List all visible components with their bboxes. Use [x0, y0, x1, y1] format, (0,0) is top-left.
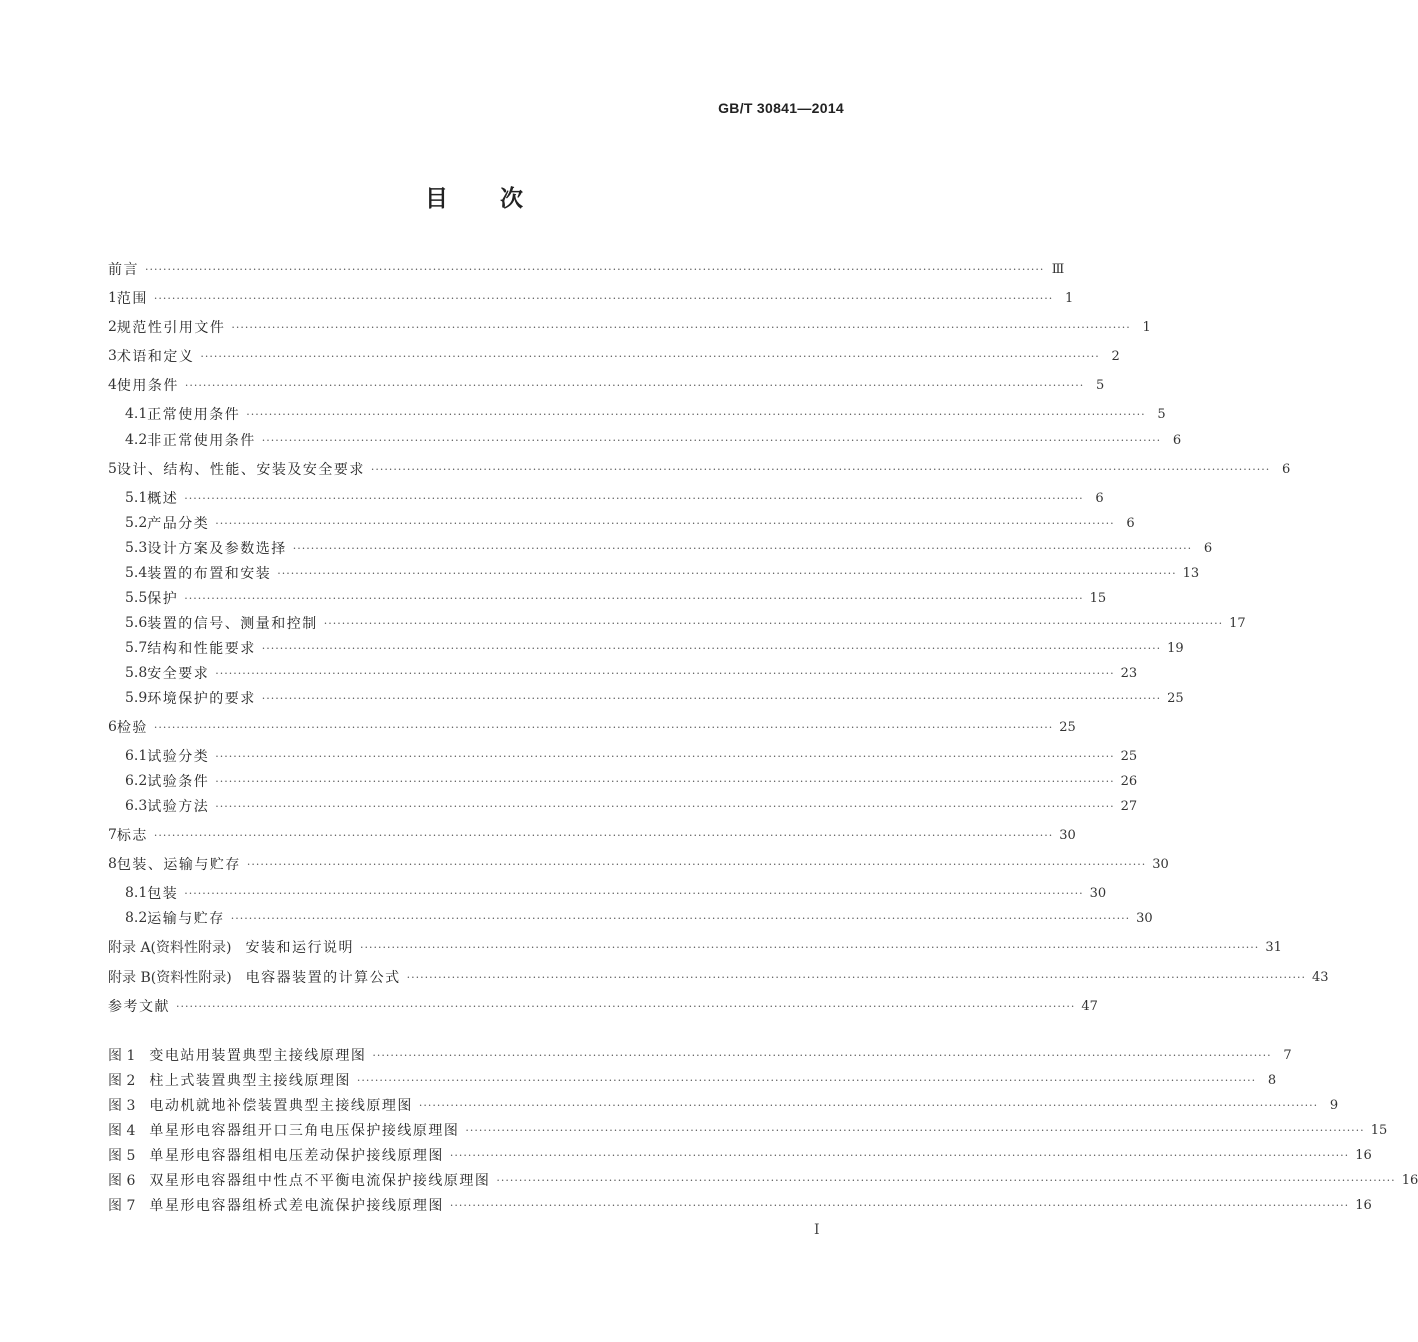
figure-entry-page: 7: [1283, 1047, 1292, 1063]
figure-entry[interactable]: [108, 1070, 1277, 1090]
dot-leader: ········································································································································································································: [449, 1198, 1350, 1212]
dot-leader: ········································································································································································································: [184, 491, 1084, 505]
toc-entry-page: 27: [1120, 798, 1138, 814]
toc-entry[interactable]: [108, 375, 1105, 395]
figure-entry-page: 16: [1401, 1172, 1418, 1188]
toc-entry-number: 5.8: [125, 665, 148, 681]
toc-entry-number: 3: [108, 348, 117, 364]
dot-leader: ········································································································································································································: [230, 911, 1131, 925]
toc-entry-page: 31: [1265, 939, 1282, 955]
page-number: I: [814, 1222, 820, 1238]
toc-entry-number: 6.2: [125, 773, 148, 789]
dot-leader: ········································································································································································································: [372, 1048, 1272, 1062]
toc-entry[interactable]: [108, 613, 1246, 633]
figure-entry-number: 图 1: [108, 1048, 136, 1064]
toc-entry-title: 试验条件: [147, 774, 210, 790]
toc-entry-page: 25: [1167, 690, 1184, 706]
toc-entry-page: 6: [1095, 490, 1104, 506]
figure-entry-number: 图 6: [108, 1173, 136, 1189]
dot-leader: ········································································································································································································: [406, 970, 1306, 984]
toc-entry[interactable]: [108, 717, 1076, 737]
toc-entry-number: 6.3: [125, 798, 148, 814]
dot-leader: ········································································································································································································: [145, 262, 1045, 276]
toc-entry-title: 参考文献: [108, 999, 170, 1015]
dot-leader: ········································································································································································································: [184, 591, 1084, 605]
toc-entry-page: 43: [1312, 969, 1329, 985]
toc-entry[interactable]: [108, 638, 1184, 658]
toc-entry-page: 26: [1120, 773, 1138, 789]
toc-entry[interactable]: [108, 513, 1135, 533]
toc-entry-title: 产品分类: [147, 516, 210, 532]
toc-entry-page: 5: [1157, 406, 1166, 422]
toc-entry[interactable]: [108, 663, 1138, 683]
dot-leader: ········································································································································································································: [292, 541, 1193, 555]
figure-entry-title: 变电站用装置典型主接线原理图: [149, 1048, 367, 1064]
dot-leader: ········································································································································································································: [184, 378, 1085, 392]
toc-entry[interactable]: [108, 996, 1098, 1016]
figure-entry[interactable]: [108, 1170, 1418, 1190]
dot-leader: ········································································································································································································: [496, 1173, 1396, 1187]
toc-entry-title: 试验分类: [147, 749, 210, 765]
toc-entry-title: 装置的布置和安装: [147, 566, 272, 582]
toc-entry-title: 术语和定义: [116, 349, 195, 365]
toc-entry-page: 2: [1111, 348, 1120, 364]
figure-entry[interactable]: [108, 1095, 1339, 1115]
figure-entry-number: 图 5: [108, 1148, 136, 1164]
toc-entry-page: 6: [1281, 461, 1291, 477]
toc-entry-title: 运输与贮存: [147, 911, 225, 927]
dot-leader: ········································································································································································································: [277, 566, 1177, 580]
toc-entry-title: 规范性引用文件: [116, 320, 226, 336]
toc-entry-page: 30: [1089, 885, 1107, 901]
toc-entry-page: 1: [1064, 290, 1074, 306]
toc-entry-page: 30: [1059, 827, 1076, 843]
toc-entry-number: 6: [108, 719, 117, 735]
toc-entry-page: 23: [1120, 665, 1138, 681]
toc-entry-title: 概述: [147, 491, 179, 507]
toc-entry[interactable]: [108, 430, 1182, 450]
toc-entry-title: 电容器装置的计算公式: [245, 970, 401, 986]
toc-entry-title: 正常使用条件: [147, 407, 241, 423]
dot-leader: ········································································································································································································: [261, 691, 1162, 705]
figure-entry[interactable]: [108, 1145, 1372, 1165]
toc-entry-page: 6: [1203, 540, 1213, 556]
toc-entry-page: 13: [1182, 565, 1200, 581]
toc-entry-title: 使用条件: [116, 378, 179, 394]
toc-entry-number: 7: [108, 827, 117, 843]
toc-entry[interactable]: [108, 825, 1076, 845]
toc-entry-number: 5.6: [125, 615, 148, 631]
toc-entry-page: 5: [1095, 377, 1105, 393]
toc-entry[interactable]: [108, 346, 1120, 366]
toc-entry[interactable]: [108, 796, 1138, 816]
toc-entry-page: Ⅲ: [1051, 261, 1065, 277]
toc-entry-title: 包装、运输与贮存: [116, 857, 241, 873]
toc-entry[interactable]: [108, 746, 1138, 766]
toc-entry[interactable]: [108, 404, 1166, 424]
title-char-2: 次: [500, 186, 525, 212]
figure-entry[interactable]: [108, 1045, 1292, 1065]
figure-entry-title: 双星形电容器组中性点不平衡电流保护接线原理图: [149, 1173, 491, 1189]
figure-entry-title: 单星形电容器组相电压差动保护接线原理图: [149, 1148, 444, 1164]
toc-entry-title: 结构和性能要求: [147, 641, 256, 657]
toc-entry-number: 附录 B(资料性附录): [108, 970, 232, 986]
toc-entry-title: 设计、结构、性能、安装及安全要求: [116, 462, 365, 478]
toc-entry[interactable]: [108, 563, 1200, 583]
toc-entry-title: 范围: [116, 291, 148, 307]
dot-leader: ········································································································································································································: [261, 641, 1162, 655]
toc-entry-number: 5.9: [125, 690, 148, 706]
toc-entry[interactable]: [108, 688, 1184, 708]
toc-entry[interactable]: [108, 317, 1151, 337]
toc-entry[interactable]: [108, 883, 1107, 903]
toc-entry-number: 4: [108, 377, 117, 393]
figure-entry-page: 16: [1355, 1197, 1372, 1213]
dot-leader: ········································································································································································································: [153, 291, 1054, 305]
toc-entry-page: 17: [1229, 615, 1246, 631]
page-title: [0, 180, 950, 213]
toc-entry-number: 5: [108, 461, 117, 477]
dot-leader: ········································································································································································································: [153, 828, 1054, 842]
figure-entry-title: 柱上式装置典型主接线原理图: [149, 1073, 351, 1089]
figure-entry-page: 8: [1267, 1072, 1277, 1088]
toc-entry-page: 19: [1167, 640, 1184, 656]
toc-entry[interactable]: [108, 771, 1138, 791]
toc-entry-number: 1: [108, 290, 117, 306]
toc-entry[interactable]: [108, 588, 1107, 608]
toc-entry-title: 安装和运行说明: [245, 940, 354, 956]
dot-leader: ········································································································································································································: [215, 749, 1115, 763]
toc-entry-page: 1: [1142, 319, 1151, 335]
toc-entry-title: 试验方法: [147, 799, 210, 815]
toc-entry-title: 环境保护的要求: [147, 691, 256, 707]
toc-entry-title: 设计方案及参数选择: [147, 541, 287, 557]
toc-entry-number: 5.1: [125, 490, 148, 506]
toc-entry-page: 25: [1059, 719, 1076, 735]
toc-entry-page: 6: [1172, 432, 1182, 448]
dot-leader: ········································································································································································································: [200, 349, 1100, 363]
standard-code: GB/T 30841—2014: [718, 100, 844, 116]
toc-entry-page: 25: [1120, 748, 1138, 764]
dot-leader: ········································································································································································································: [323, 616, 1224, 630]
toc-entry-number: 8.2: [125, 910, 148, 926]
toc-entry-title: 保护: [147, 591, 179, 607]
figure-entry-number: 图 2: [108, 1073, 136, 1089]
toc-entry[interactable]: [108, 908, 1153, 928]
figure-entry-title: 电动机就地补偿装置典型主接线原理图: [149, 1098, 413, 1114]
toc-entry[interactable]: [108, 538, 1213, 558]
dot-leader: ········································································································································································································: [261, 433, 1162, 447]
toc-entry-number: 5.4: [125, 565, 148, 581]
toc-entry-page: 15: [1089, 590, 1107, 606]
dot-leader: ········································································································································································································: [370, 462, 1271, 476]
toc-entry-page: 30: [1136, 910, 1153, 926]
dot-leader: ········································································································································································································: [231, 320, 1131, 334]
toc-entry[interactable]: [108, 488, 1104, 508]
dot-leader: ········································································································································································································: [449, 1148, 1350, 1162]
figure-entry-title: 单星形电容器组桥式差电流保护接线原理图: [149, 1198, 444, 1214]
toc-entry-number: 5.2: [125, 515, 148, 531]
dot-leader: ········································································································································································································: [215, 774, 1115, 788]
figure-entry-number: 图 4: [108, 1123, 136, 1139]
toc-entry-number: 5.7: [125, 640, 148, 656]
toc-entry-number: 5.5: [125, 590, 148, 606]
dot-leader: ········································································································································································································: [215, 516, 1115, 530]
figure-entry-page: 15: [1370, 1122, 1388, 1138]
dot-leader: ········································································································································································································: [215, 799, 1115, 813]
toc-entry-title: 前言: [108, 262, 139, 278]
figure-entry[interactable]: [108, 1195, 1372, 1215]
dot-leader: ········································································································································································································: [184, 886, 1084, 900]
toc-entry-title: 装置的信号、测量和控制: [147, 616, 318, 632]
dot-leader: ········································································································································································································: [176, 999, 1076, 1013]
figure-entry-page: 16: [1355, 1147, 1372, 1163]
figure-entry-page: 9: [1329, 1097, 1339, 1113]
toc-entry[interactable]: [108, 967, 1329, 987]
toc-entry-number: 附录 A(资料性附录): [108, 940, 232, 956]
toc-entry-page: 47: [1081, 998, 1098, 1014]
toc-entry[interactable]: [108, 854, 1169, 874]
toc-entry[interactable]: [108, 937, 1282, 957]
toc-entry-number: 4.2: [125, 432, 148, 448]
toc-entry-number: 4.1: [125, 406, 148, 422]
toc-entry-number: 6.1: [125, 748, 148, 764]
toc-entry-title: 检验: [116, 720, 148, 736]
dot-leader: ········································································································································································································: [215, 666, 1115, 680]
dot-leader: ········································································································································································································: [246, 407, 1146, 421]
toc-entry[interactable]: [108, 288, 1074, 308]
figure-entry-title: 单星形电容器组开口三角电压保护接线原理图: [149, 1123, 460, 1139]
figure-entry-number: 图 3: [108, 1098, 136, 1114]
title-char-1: 目: [425, 186, 450, 212]
toc-entry[interactable]: [108, 459, 1291, 479]
dot-leader: ········································································································································································································: [418, 1098, 1319, 1112]
toc-entry-title: 包装: [147, 886, 179, 902]
toc-entry-title: 安全要求: [147, 666, 210, 682]
toc-entry-page: 30: [1152, 856, 1169, 872]
toc-entry-title: 非正常使用条件: [147, 433, 256, 449]
toc-entry-title: 标志: [116, 828, 148, 844]
dot-leader: ········································································································································································································: [246, 857, 1147, 871]
toc-entry-page: 6: [1126, 515, 1135, 531]
figure-entry-number: 图 7: [108, 1198, 136, 1214]
toc-entry[interactable]: [108, 259, 1065, 279]
toc-entry-number: 8: [108, 856, 117, 872]
dot-leader: ········································································································································································································: [356, 1073, 1257, 1087]
dot-leader: ········································································································································································································: [359, 940, 1260, 954]
figure-entry[interactable]: [108, 1120, 1388, 1140]
dot-leader: ········································································································································································································: [153, 720, 1054, 734]
dot-leader: ········································································································································································································: [465, 1123, 1365, 1137]
toc-entry-number: 5.3: [125, 540, 148, 556]
toc-entry-number: 8.1: [125, 885, 148, 901]
toc-entry-number: 2: [108, 319, 117, 335]
